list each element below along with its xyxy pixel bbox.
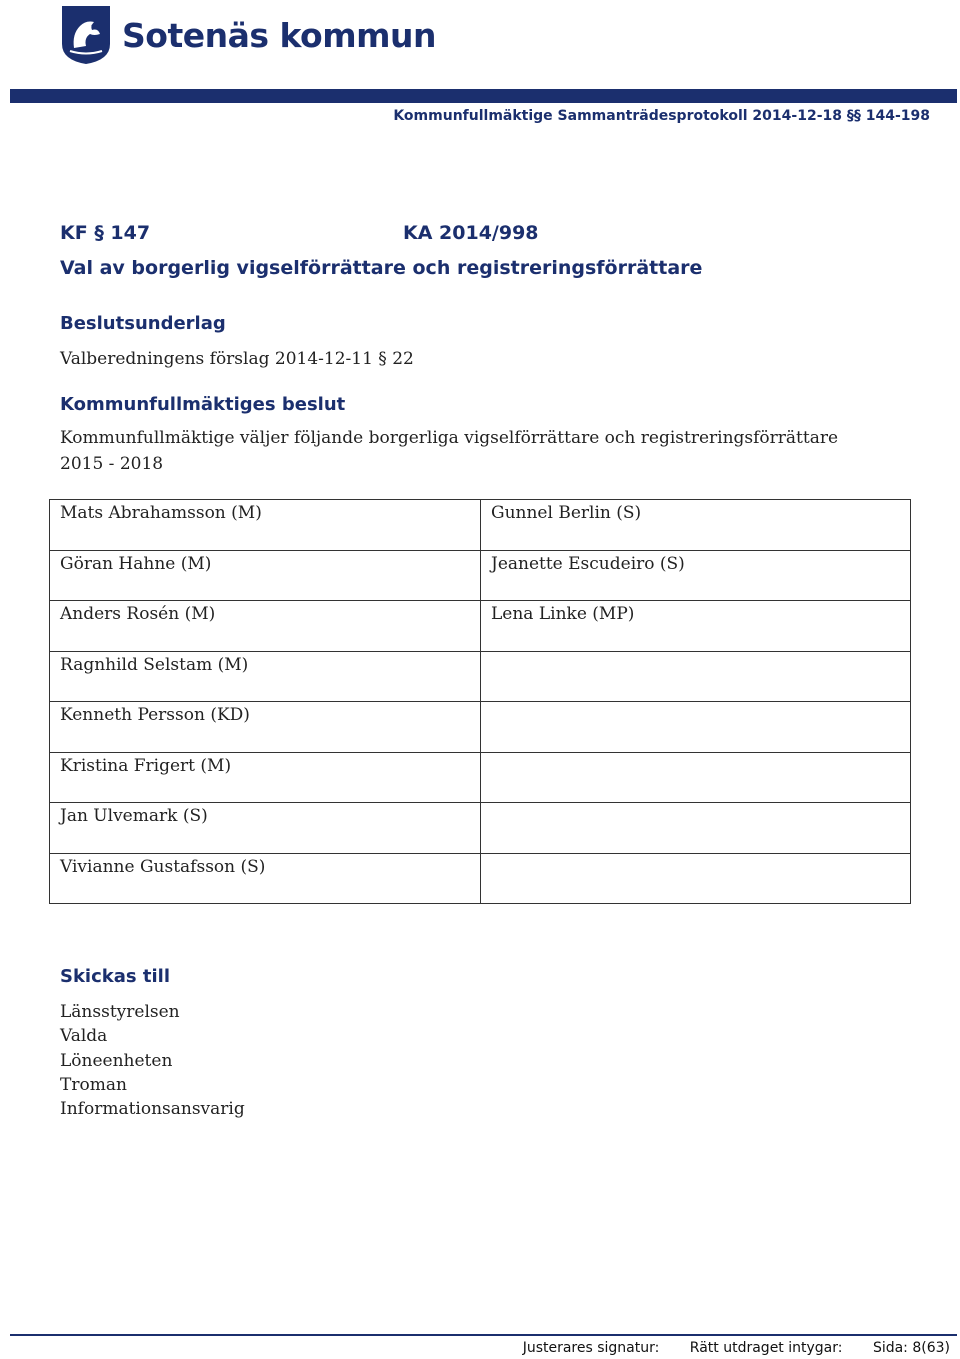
- table-cell: Ragnhild Selstam (M): [50, 651, 481, 702]
- members-table: [49, 499, 911, 904]
- table-row: [50, 853, 911, 904]
- page-number: Sida: 8(63): [872, 1340, 950, 1356]
- table-cell: [481, 853, 911, 904]
- table-row: [50, 601, 911, 652]
- table-cell: Göran Hahne (M): [50, 550, 481, 601]
- ka-number: KA 2014/998: [403, 222, 539, 244]
- table-row: [50, 500, 911, 551]
- table-row: [50, 803, 911, 854]
- table-row: [50, 702, 911, 753]
- kf-number: KF § 147: [60, 222, 151, 244]
- signature-label: Justerares signatur:: [522, 1340, 660, 1356]
- list-item: Löneenheten: [60, 1050, 173, 1071]
- page-footer: [497, 1340, 950, 1356]
- table-row: [50, 752, 911, 803]
- list-item: Länsstyrelsen: [60, 1002, 180, 1022]
- beslut-text-line2: 2015 - 2018: [60, 454, 164, 474]
- table-cell: Jan Ulvemark (S): [50, 803, 481, 854]
- table-cell: Mats Abrahamsson (M): [50, 500, 481, 551]
- table-row: [50, 550, 911, 601]
- beslutsunderlag-text: Valberedningens förslag 2014-12-11 § 22: [60, 349, 414, 369]
- table-cell: Jeanette Escudeiro (S): [481, 550, 911, 601]
- municipal-crest-icon: [60, 4, 112, 66]
- case-numbers: [60, 222, 539, 244]
- list-item: Troman: [60, 1074, 127, 1095]
- table-cell: [481, 651, 911, 702]
- table-row: [50, 651, 911, 702]
- table-cell: [481, 752, 911, 803]
- table-cell: Kenneth Persson (KD): [50, 702, 481, 753]
- beslut-heading: Kommunfullmäktiges beslut: [60, 394, 346, 415]
- list-item: Informationsansvarig: [60, 1099, 245, 1120]
- logo: [60, 4, 436, 66]
- header-rule: [10, 89, 957, 103]
- footer-rule: [10, 1334, 957, 1336]
- page-title: Val av borgerlig vigselförrättare och registreringsförrättare: [60, 257, 703, 279]
- table-cell: Vivianne Gustafsson (S): [50, 853, 481, 904]
- skickas-heading: Skickas till: [60, 966, 170, 987]
- beslutsunderlag-heading: Beslutsunderlag: [60, 313, 226, 334]
- table-cell: Kristina Frigert (M): [50, 752, 481, 803]
- logo-text: Sotenäs kommun: [122, 15, 436, 55]
- table-cell: [481, 702, 911, 753]
- recipient-list: [60, 1000, 245, 1121]
- table-cell: [481, 803, 911, 854]
- table-cell: Anders Rosén (M): [50, 601, 481, 652]
- document-header: Kommunfullmäktige Sammanträdesprotokoll 2014-12-18 §§ 144-198: [393, 108, 930, 124]
- certified-label: Rätt utdraget intygar:: [689, 1340, 843, 1356]
- list-item: Valda: [60, 1026, 108, 1047]
- table-cell: Gunnel Berlin (S): [481, 500, 911, 551]
- beslut-text-line1: Kommunfullmäktige väljer följande borgerliga vigselförrättare och registreringsförrättare: [60, 428, 839, 448]
- table-cell: Lena Linke (MP): [481, 601, 911, 652]
